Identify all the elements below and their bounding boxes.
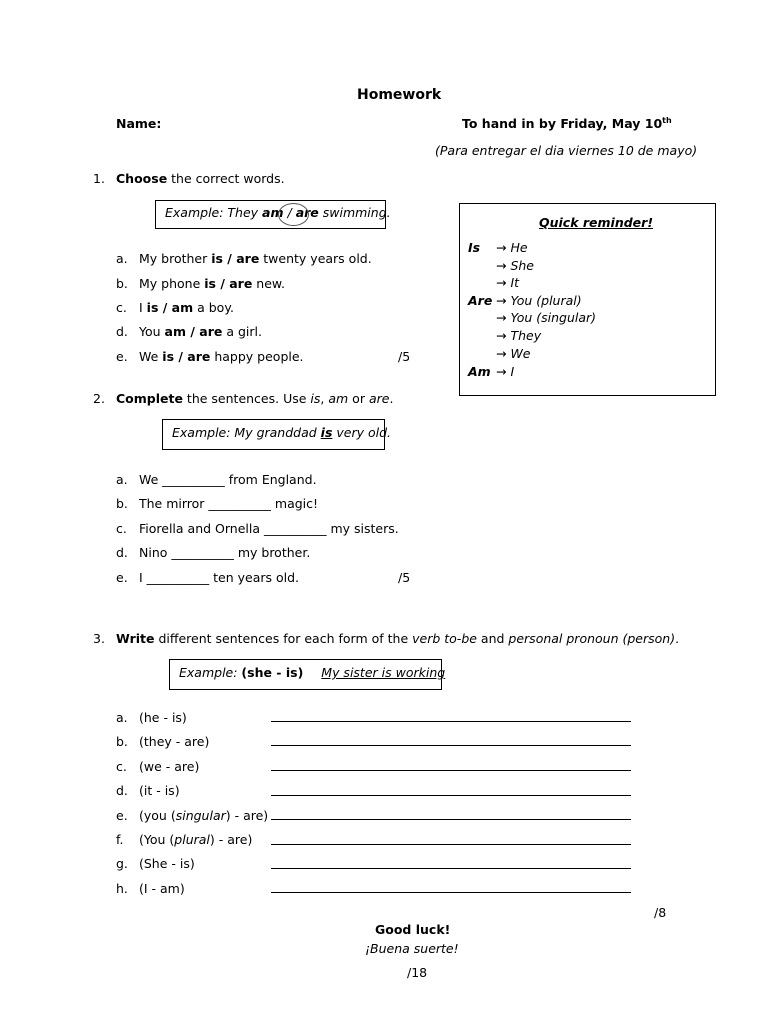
instruction-rest: the correct words. — [171, 171, 285, 186]
s1-item-a-pre: My brother — [139, 251, 212, 266]
s2-score: /5 — [398, 570, 411, 585]
s3-item-b-text: (they - are) — [139, 734, 210, 749]
s2-letter-b: b. — [116, 496, 128, 511]
s2-item-a: We __________ from England. — [139, 472, 317, 487]
s1-item-c — [139, 300, 234, 315]
answer-line-c[interactable] — [271, 770, 631, 771]
s1-item-d-choice: am / are — [164, 324, 223, 339]
s2-word-am: am — [328, 391, 349, 406]
example-2-pre: Example: My granddad — [172, 425, 321, 440]
deadline-spanish: (Para entregar el dia viernes 10 de mayo) — [435, 143, 698, 158]
s3-personal-pronoun: personal pronoun (person) — [508, 631, 676, 646]
s1-letter-a: a. — [116, 251, 128, 266]
s1-item-e-choice: is / are — [162, 349, 211, 364]
answer-circle — [278, 203, 309, 226]
s3-instruction-verb: Write — [116, 631, 155, 646]
buena-suerte: ¡Buena suerte! — [365, 941, 459, 956]
s3-item-a-text: (he - is) — [139, 710, 187, 725]
s3-letter-h: h. — [116, 881, 128, 896]
s3-item-f-pre: (You ( — [139, 832, 175, 847]
reminder-title: Quick reminder! — [539, 215, 654, 230]
s1-item-c-pre: I — [139, 300, 147, 315]
s1-item-b — [139, 276, 285, 291]
reminder-is-1: → He — [496, 240, 528, 255]
s3-item-g — [139, 856, 195, 871]
answer-line-d[interactable] — [271, 795, 631, 796]
deadline-text: To hand in by Friday, May 10 — [462, 116, 663, 132]
s3-letter-c: c. — [116, 759, 127, 774]
s3-item-e-italic: singular — [175, 808, 226, 823]
reminder-are-4: → We — [496, 346, 531, 361]
s3-item-f — [139, 832, 252, 847]
name-label: Name: — [116, 116, 162, 131]
section-2-number: 2. — [93, 391, 105, 406]
s3-item-f-post: ) - are) — [209, 832, 253, 847]
example-2-is: is — [320, 425, 333, 440]
s3-item-g-text: (She - is) — [139, 856, 195, 871]
s1-letter-c: c. — [116, 300, 127, 315]
s1-item-a — [139, 251, 372, 266]
reminder-is-label: Is — [468, 240, 481, 255]
s3-letter-e: e. — [116, 808, 128, 823]
answer-line-e[interactable] — [271, 819, 631, 820]
s3-item-f-italic: plural — [174, 832, 210, 847]
reminder-am-1: → I — [496, 364, 515, 379]
example-1-post: swimming. — [318, 205, 391, 220]
s3-letter-d: d. — [116, 783, 128, 798]
example-3-answer: My sister is working — [321, 665, 446, 680]
s1-item-b-post: new. — [252, 276, 285, 291]
total-score: /18 — [407, 965, 428, 980]
s2-dot: . — [389, 391, 394, 406]
s1-item-b-choice: is / are — [204, 276, 253, 291]
s1-item-d — [139, 324, 262, 339]
answer-line-b[interactable] — [271, 745, 631, 746]
s2-item-c: Fiorella and Ornella __________ my sisters. — [139, 521, 399, 536]
s2-item-e: I __________ ten years old. — [139, 570, 300, 585]
section-3-instruction — [116, 631, 679, 646]
s3-item-e-post: ) - are) — [225, 808, 269, 823]
example-2-post: very old. — [332, 425, 392, 440]
s1-item-e — [139, 349, 304, 364]
s3-item-e-pre: (you ( — [139, 808, 176, 823]
reminder-are-3: → They — [496, 328, 542, 343]
s1-item-e-post: happy people. — [210, 349, 304, 364]
good-luck: Good luck! — [375, 922, 451, 937]
s1-letter-e: e. — [116, 349, 128, 364]
s2-word-are: are — [368, 391, 390, 406]
example-2 — [172, 425, 391, 440]
s3-item-e — [139, 808, 268, 823]
s3-item-c — [139, 759, 199, 774]
reminder-are-label: Are — [468, 293, 493, 308]
s2-instruction-verb: Complete — [116, 391, 183, 406]
s3-item-a — [139, 710, 187, 725]
s3-item-d-text: (it - is) — [139, 783, 180, 798]
s1-score: /5 — [398, 349, 411, 364]
s2-letter-c: c. — [116, 521, 127, 536]
answer-line-a[interactable] — [271, 721, 631, 722]
reminder-are-1: → You (plural) — [496, 293, 582, 308]
page-title: Homework — [357, 87, 442, 103]
deadline — [462, 116, 672, 131]
s3-instruction-rest: different sentences for each form of the — [154, 631, 413, 646]
s3-letter-f: f. — [116, 832, 124, 847]
answer-line-h[interactable] — [271, 892, 631, 893]
s3-item-c-text: (we - are) — [139, 759, 200, 774]
s3-verb-to-be: verb to-be — [412, 631, 477, 646]
example-1-pre: Example: They — [165, 205, 263, 220]
s3-score: /8 — [654, 905, 667, 920]
reminder-am-label: Am — [468, 364, 491, 379]
s2-instruction-rest: the sentences. Use — [182, 391, 311, 406]
s3-item-b — [139, 734, 209, 749]
s1-item-c-choice: is / am — [146, 300, 194, 315]
reminder-is-3: → It — [496, 275, 520, 290]
reminder-are-2: → You (singular) — [496, 310, 597, 325]
s2-word-is: is — [310, 391, 321, 406]
s2-or: or — [348, 391, 369, 406]
s1-item-c-post: a boy. — [193, 300, 234, 315]
example-3 — [179, 665, 455, 680]
s1-item-a-post: twenty years old. — [259, 251, 372, 266]
s3-letter-g: g. — [116, 856, 128, 871]
answer-line-g[interactable] — [271, 868, 631, 869]
s1-item-b-pre: My phone — [139, 276, 205, 291]
s2-letter-a: a. — [116, 472, 128, 487]
s3-letter-a: a. — [116, 710, 128, 725]
deadline-sup: th — [662, 116, 672, 125]
s2-comma: , — [320, 391, 329, 406]
s2-letter-d: d. — [116, 545, 128, 560]
s2-letter-e: e. — [116, 570, 128, 585]
s2-item-d: Nino __________ my brother. — [139, 545, 311, 560]
section-2-instruction — [116, 391, 393, 406]
reminder-is-2: → She — [496, 258, 534, 273]
s1-letter-d: d. — [116, 324, 128, 339]
s1-item-e-pre: We — [139, 349, 163, 364]
example-1-are: are — [295, 205, 319, 220]
s1-item-d-pre: You — [139, 324, 165, 339]
s1-item-d-post: a girl. — [222, 324, 262, 339]
s3-and: and — [476, 631, 509, 646]
s1-letter-b: b. — [116, 276, 128, 291]
s3-item-h-text: (I - am) — [139, 881, 185, 896]
section-3-number: 3. — [93, 631, 105, 646]
instruction-verb: Choose — [116, 171, 168, 186]
example-3-pre: Example: — [179, 665, 242, 680]
example-1-slash: / — [283, 205, 296, 220]
section-1-instruction — [116, 171, 285, 186]
s3-item-d — [139, 783, 180, 798]
s1-item-a-choice: is / are — [211, 251, 260, 266]
s3-letter-b: b. — [116, 734, 128, 749]
s3-dot: . — [675, 631, 680, 646]
s2-item-b: The mirror __________ magic! — [139, 496, 319, 511]
section-1-number: 1. — [93, 171, 105, 186]
example-1-am: am — [262, 205, 284, 220]
answer-line-f[interactable] — [271, 844, 631, 845]
s3-item-h — [139, 881, 185, 896]
example-3-prompt: (she - is) — [241, 665, 304, 680]
